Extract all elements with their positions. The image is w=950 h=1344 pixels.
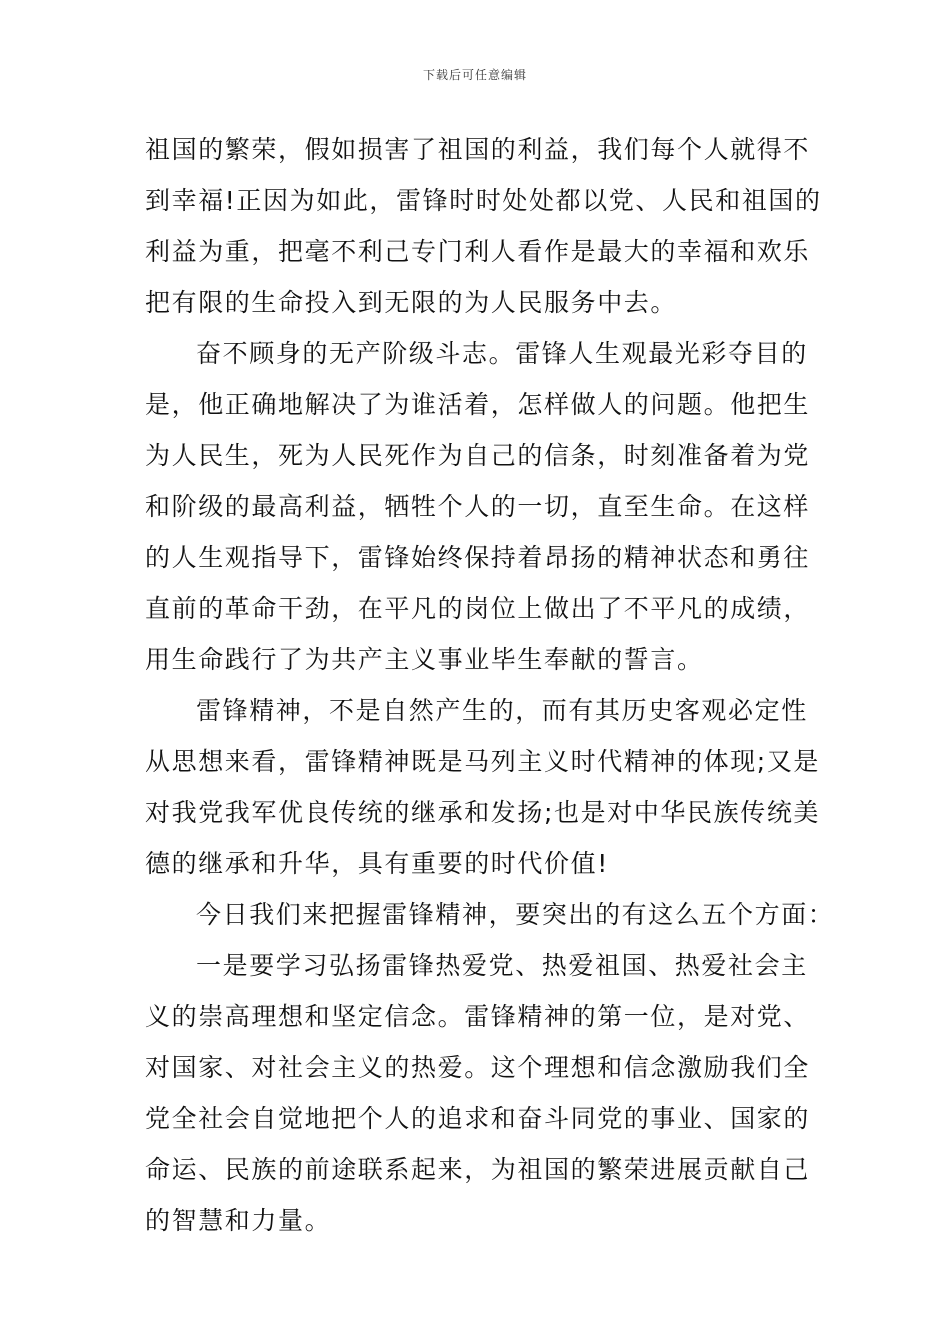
text-line: 的智慧和力量。	[145, 1206, 332, 1235]
text-line: 祖国的繁荣，假如损害了祖国的利益，我们每个人就得不	[145, 135, 811, 164]
text-line: 对我党我军优良传统的继承和发扬;也是对中华民族传统美	[145, 798, 821, 827]
document-body	[145, 124, 835, 1246]
text-line: 为人民生，死为人民死作为自己的信条，时刻准备着为党	[145, 441, 811, 470]
paragraph-first-line: 一是要学习弘扬雷锋热爱党、热爱祖国、热爱社会主	[196, 951, 808, 980]
text-line: 到幸福!正因为如此，雷锋时时处处都以党、人民和祖国的	[145, 186, 822, 215]
text-line: 直前的革命干劲，在平凡的岗位上做出了不平凡的成绩，	[145, 594, 811, 623]
text-line: 从思想来看，雷锋精神既是马列主义时代精神的体现;又是	[145, 747, 821, 776]
text-line: 德的继承和升华，具有重要的时代价值!	[145, 849, 609, 878]
paragraph-first-line: 奋不顾身的无产阶级斗志。雷锋人生观最光彩夺目的	[196, 339, 808, 368]
text-line: 的人生观指导下，雷锋始终保持着昂扬的精神状态和勇往	[145, 543, 811, 572]
text-line: 是，他正确地解决了为谁活着，怎样做人的问题。他把生	[145, 390, 811, 419]
page-header: 下载后可任意编辑	[422, 68, 527, 82]
text-line: 对国家、对社会主义的热爱。这个理想和信念激励我们全	[145, 1053, 811, 1082]
text-line: 党全社会自觉地把个人的追求和奋斗同党的事业、国家的	[145, 1104, 811, 1133]
text-line: 和阶级的最高利益，牺牲个人的一切，直至生命。在这样	[145, 492, 811, 521]
text-line: 命运、民族的前途联系起来，为祖国的繁荣进展贡献自己	[145, 1155, 811, 1184]
text-line: 用生命践行了为共产主义事业毕生奉献的誓言。	[145, 645, 704, 674]
text-line: 把有限的生命投入到无限的为人民服务中去。	[145, 288, 678, 317]
paragraph-first-line: 今日我们来把握雷锋精神，要突出的有这么五个方面：	[196, 900, 835, 929]
text-line: 义的崇高理想和坚定信念。雷锋精神的第一位，是对党、	[145, 1002, 811, 1031]
text-line: 利益为重，把毫不利己专门利人看作是最大的幸福和欢乐	[145, 237, 811, 266]
paragraph-first-line: 雷锋精神，不是自然产生的，而有其历史客观必定性	[196, 696, 808, 725]
